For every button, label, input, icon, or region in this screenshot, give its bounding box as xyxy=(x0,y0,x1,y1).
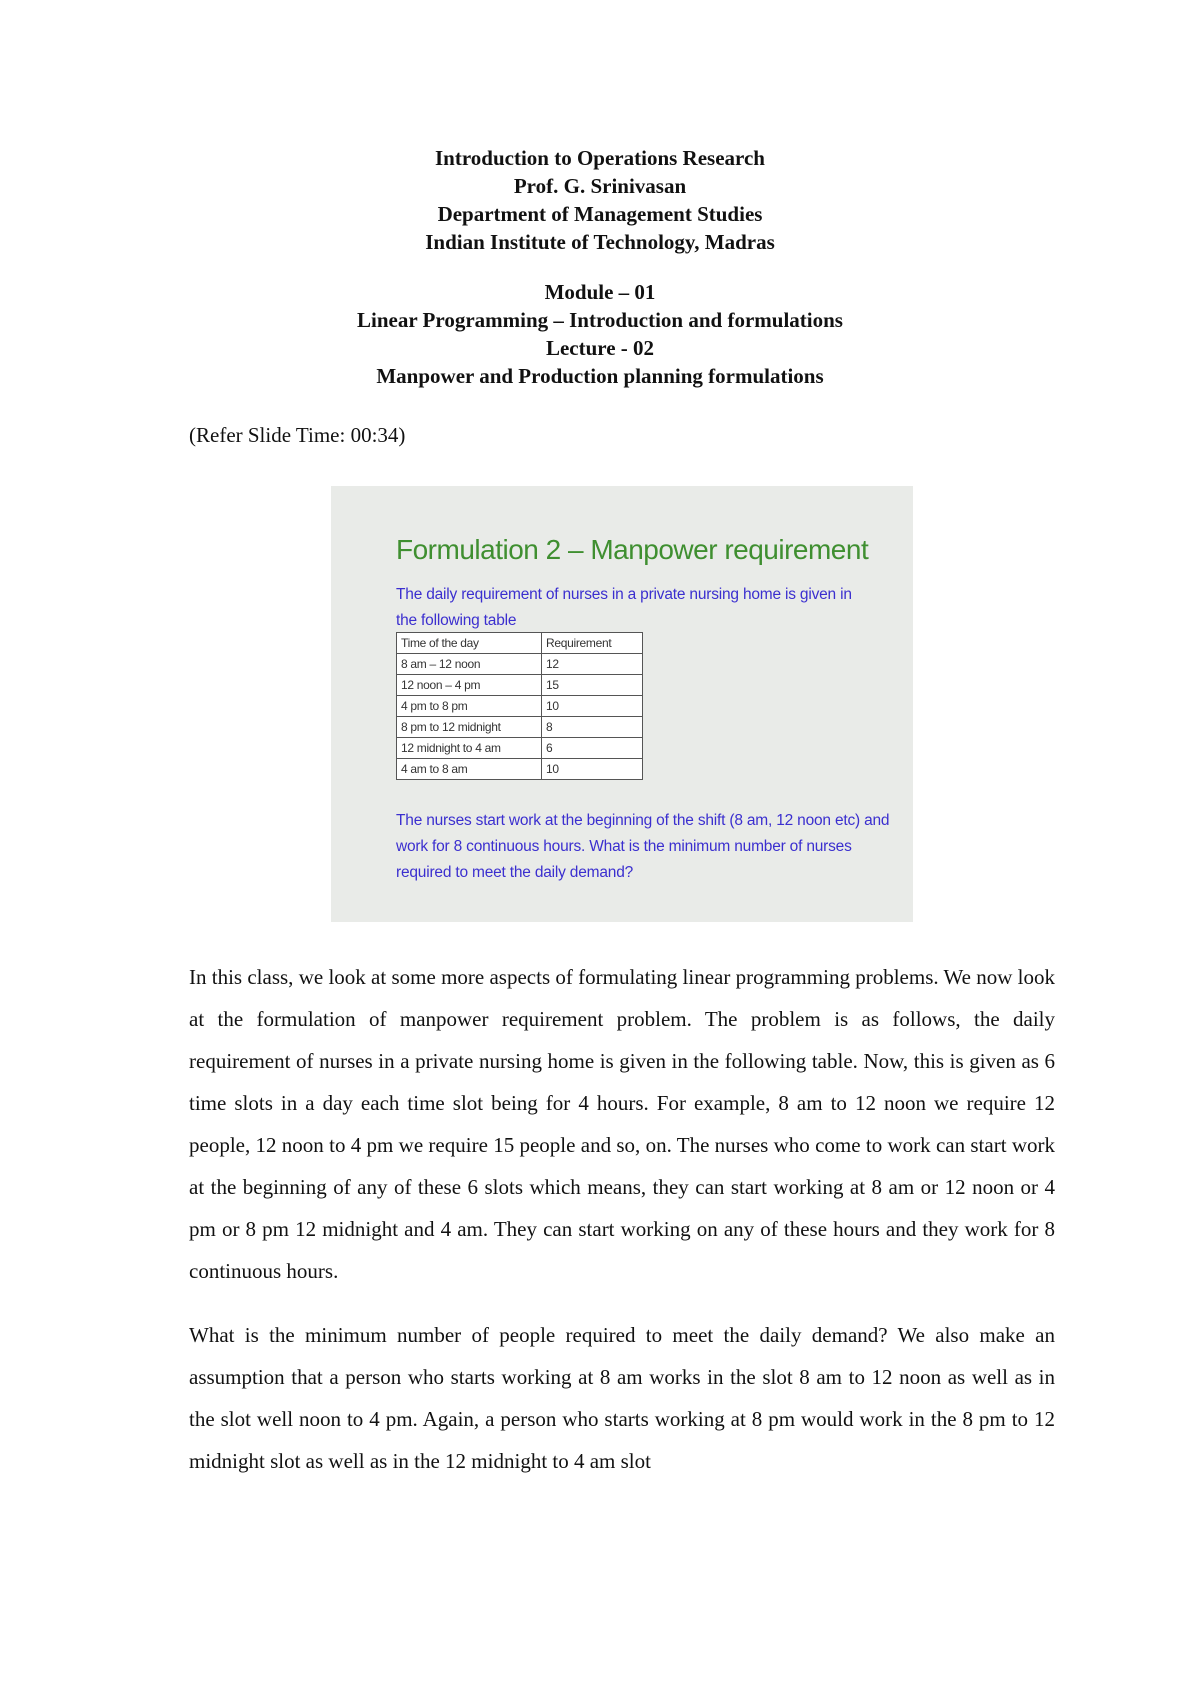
module-title: Linear Programming – Introduction and formulations xyxy=(357,308,843,332)
paragraph: What is the minimum number of people required to meet the daily demand? We also make an assumption that a person who starts working at 8 am works in the slot 8 am to 12 noon as well as in the slot well noon to 4 pm. Again, a person who starts working at 8 pm would work in the 8 pm to 12 midnight slot as well as in the 12 midnight to 4 am slot xyxy=(189,1323,1055,1473)
time-slot-cell: 4 pm to 8 pm xyxy=(397,696,542,717)
requirement-cell: 12 xyxy=(542,654,643,675)
refer-slide-time: (Refer Slide Time: 00:34) xyxy=(189,423,406,447)
slide-title: Formulation 2 – Manpower requirement xyxy=(396,534,869,565)
table-row xyxy=(397,654,643,675)
table-row xyxy=(397,738,643,759)
requirement-cell: 8 xyxy=(542,717,643,738)
table-row xyxy=(397,717,643,738)
table-header-row xyxy=(397,633,643,654)
requirement-cell: 10 xyxy=(542,759,643,780)
slide-intro-text: The daily requirement of nurses in a private nursing home is given in the following table xyxy=(396,586,852,629)
slide-image xyxy=(331,486,913,922)
table-header-requirement: Requirement xyxy=(542,633,643,654)
professor-name: Prof. G. Srinivasan xyxy=(513,174,687,198)
lecture-transcript xyxy=(189,956,1055,1504)
requirement-cell: 15 xyxy=(542,675,643,696)
lecture-header xyxy=(0,144,1200,390)
time-slot-cell: 12 midnight to 4 am xyxy=(397,738,542,759)
institute-name: Indian Institute of Technology, Madras xyxy=(425,230,775,254)
requirement-table xyxy=(396,632,643,780)
time-slot-cell: 8 am – 12 noon xyxy=(397,654,542,675)
module-number: Module – 01 xyxy=(544,280,656,304)
lecture-title: Manpower and Production planning formulations xyxy=(376,364,824,388)
requirement-cell: 6 xyxy=(542,738,643,759)
table-row xyxy=(397,696,643,717)
table-row xyxy=(397,675,643,696)
table-header-time: Time of the day xyxy=(397,633,542,654)
slide-question-text: The nurses start work at the beginning of the shift (8 am, 12 noon etc) and work for 8 continuous hours. What is the minimum number of nurses required to meet the daily demand? xyxy=(396,812,890,881)
course-title: Introduction to Operations Research xyxy=(435,146,765,170)
table-row xyxy=(397,759,643,780)
time-slot-cell: 8 pm to 12 midnight xyxy=(397,717,542,738)
lecture-number: Lecture - 02 xyxy=(545,336,655,360)
time-slot-cell: 4 am to 8 am xyxy=(397,759,542,780)
paragraph: In this class, we look at some more aspects of formulating linear programming problems. We now look at the formulation of manpower requirement problem. The problem is as follows, the daily requirement of nurses in a private nursing home is given in the following table. Now, this is given as 6 time slots in a day each time slot being for 4 hours. For example, 8 am to 12 noon we require 12 people, 12 noon to 4 pm we require 15 people and so, on. The nurses who come to work can start work at the beginning of any of these 6 slots which means, they can start working at 8 am or 12 noon or 4 pm or 8 pm 12 midnight and 4 am. They can start working on any of these hours and they work for 8 continuous hours. xyxy=(189,965,1055,1283)
requirement-cell: 10 xyxy=(542,696,643,717)
time-slot-cell: 12 noon – 4 pm xyxy=(397,675,542,696)
department-name: Department of Management Studies xyxy=(437,202,763,226)
